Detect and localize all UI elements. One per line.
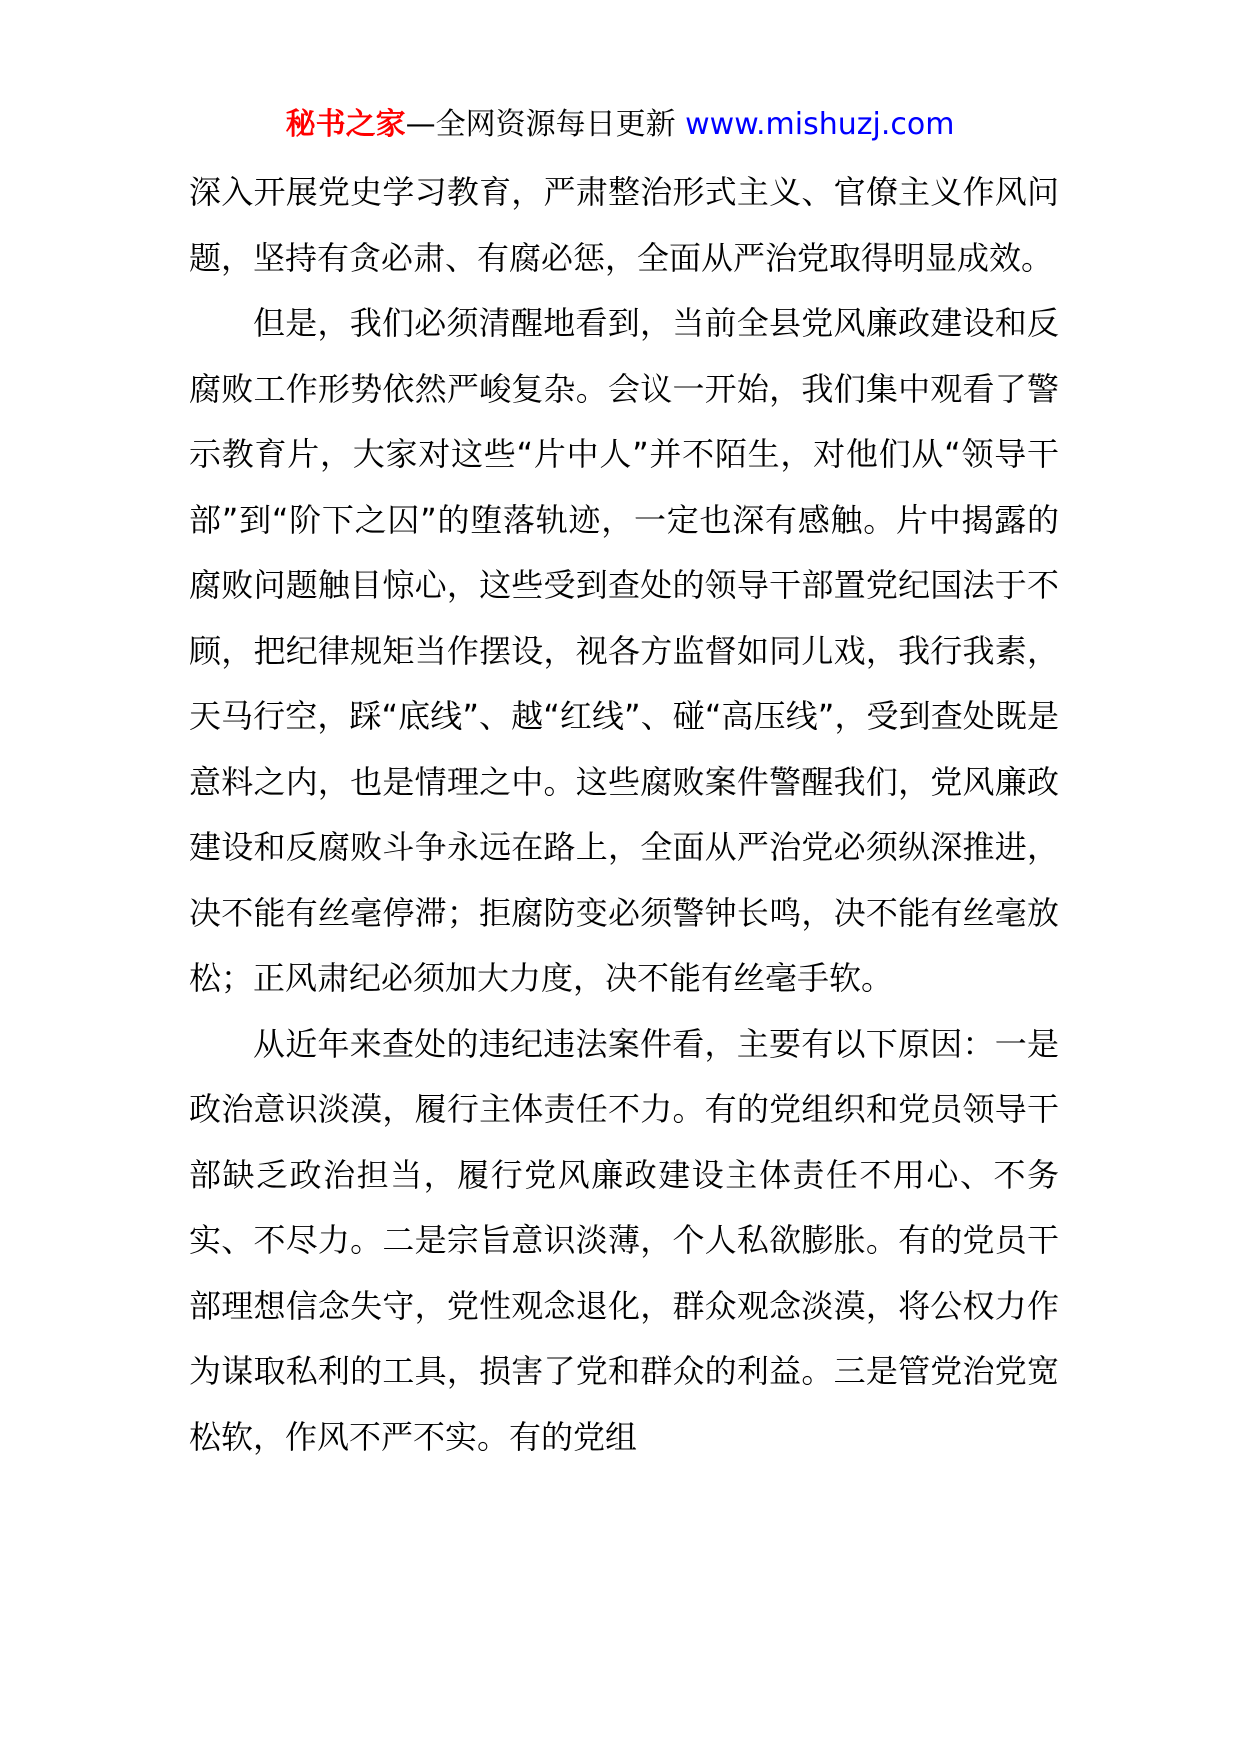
site-url: www.mishuzj.com <box>685 107 955 142</box>
paragraph-causes: 从近年来查处的违纪违法案件看，主要有以下原因：一是政治意识淡漠，履行主体责任不力。有的党组织和党员领导干部缺乏政治担当，履行党风廉政建设主体责任不用心、不务实、不尽力。二是宗旨意识淡薄，个人私欲膨胀。有的党员干部理想信念失守，党性观念退化，群众观念淡漠，将公权力作为谋取私利的工具，损害了党和群众的利益。三是管党治党宽松软，作风不严不实。有的党组 <box>189 1024 1059 1456</box>
document-body <box>189 160 1059 1470</box>
paragraph-situation: 但是，我们必须清醒地看到，当前全县党风廉政建设和反腐败工作形势依然严峻复杂。会议一开始，我们集中观看了警示教育片，大家对这些“片中人”并不陌生，对他们从“领导干部”到“阶下之囚”的堕落轨迹，一定也深有感触。片中揭露的腐败问题触目惊心，这些受到查处的领导干部置党纪国法于不顾，把纪律规矩当作摆设，视各方监督如同儿戏，我行我素，天马行空，踩“底线”、越“红线”、碰“高压线”，受到查处既是意料之内，也是情理之中。这些腐败案件警醒我们，党风廉政建设和反腐败斗争永远在路上，全面从严治党必须纵深推进，决不能有丝毫停滞；拒腐防变必须警钟长鸣，决不能有丝毫放松；正风肃纪必须加大力度，决不能有丝毫手软。 <box>189 304 1059 997</box>
site-header <box>0 100 1240 150</box>
site-brand: 秘书之家 <box>285 107 406 142</box>
site-tagline: —全网资源每日更新 <box>405 107 686 142</box>
paragraph-continued: 深入开展党史学习教育，严肃整治形式主义、官僚主义作风问题，坚持有贪必肃、有腐必惩，全面从严治党取得明显成效。 <box>189 173 1059 277</box>
